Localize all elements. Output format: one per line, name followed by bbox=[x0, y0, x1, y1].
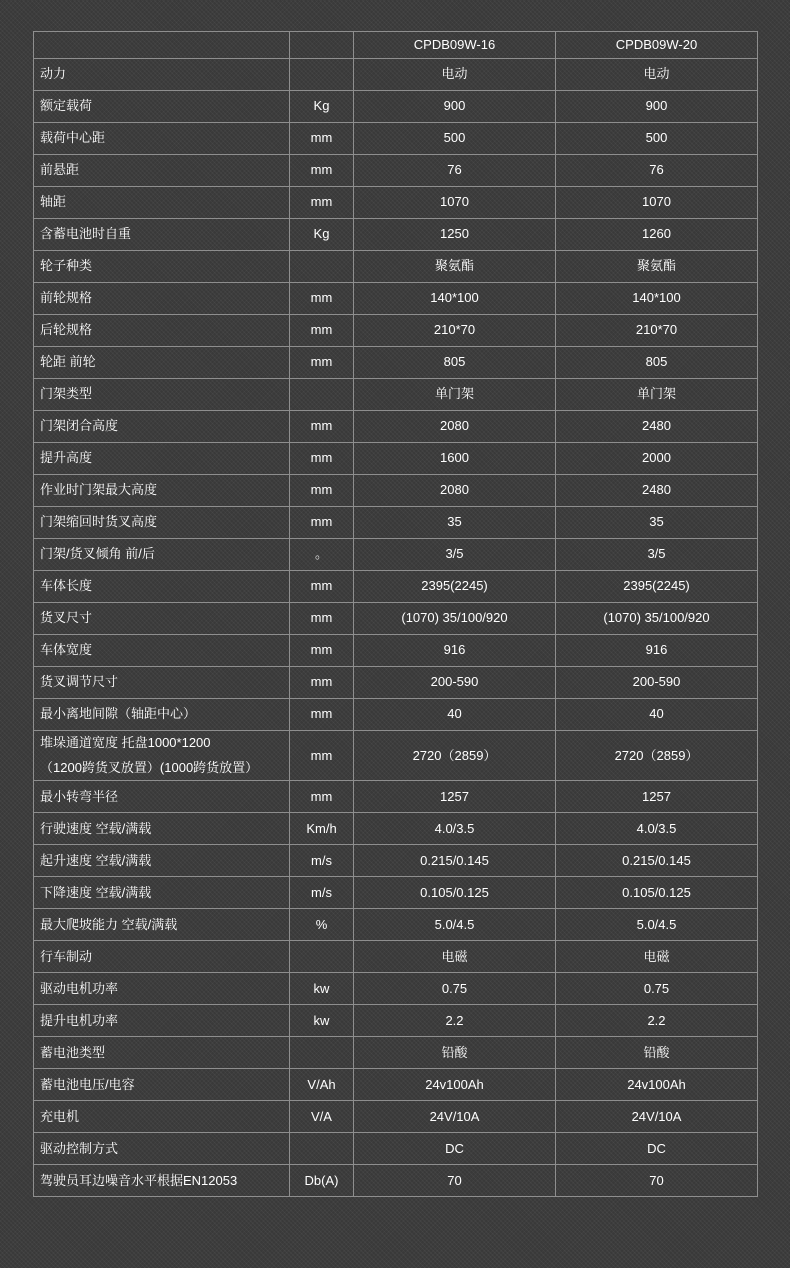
row-value-model-2: 1070 bbox=[556, 187, 758, 219]
row-value-model-2: 500 bbox=[556, 123, 758, 155]
row-unit: mm bbox=[290, 507, 354, 539]
row-unit: mm bbox=[290, 187, 354, 219]
row-label: 行驶速度 空载/满载 bbox=[34, 813, 290, 845]
table-header-row bbox=[34, 32, 758, 59]
row-unit: mm bbox=[290, 347, 354, 379]
row-value-model-1: 4.0/3.5 bbox=[354, 813, 556, 845]
row-value-model-2: 0.215/0.145 bbox=[556, 845, 758, 877]
row-value-model-2: 5.0/4.5 bbox=[556, 909, 758, 941]
row-label: 门架闭合高度 bbox=[34, 411, 290, 443]
row-value-model-2: 2480 bbox=[556, 411, 758, 443]
row-unit: mm bbox=[290, 667, 354, 699]
row-label: 蓄电池电压/电容 bbox=[34, 1069, 290, 1101]
row-unit: Kg bbox=[290, 91, 354, 123]
column-header: CPDB09W-20 bbox=[556, 32, 758, 59]
row-value-model-1: 2.2 bbox=[354, 1005, 556, 1037]
row-unit: mm bbox=[290, 699, 354, 731]
row-label bbox=[34, 731, 290, 781]
row-value-model-1: 电动 bbox=[354, 59, 556, 91]
table-row bbox=[34, 187, 758, 219]
row-label: 驱动控制方式 bbox=[34, 1133, 290, 1165]
row-unit: Kg bbox=[290, 219, 354, 251]
row-label: 车体长度 bbox=[34, 571, 290, 603]
row-label: 提升电机功率 bbox=[34, 1005, 290, 1037]
row-unit: 。 bbox=[290, 539, 354, 571]
table-row bbox=[34, 443, 758, 475]
row-unit bbox=[290, 251, 354, 283]
row-label: 车体宽度 bbox=[34, 635, 290, 667]
row-label: 轴距 bbox=[34, 187, 290, 219]
table-row bbox=[34, 877, 758, 909]
row-unit: m/s bbox=[290, 845, 354, 877]
row-unit: m/s bbox=[290, 877, 354, 909]
row-unit: mm bbox=[290, 731, 354, 781]
row-unit: Km/h bbox=[290, 813, 354, 845]
table-row bbox=[34, 283, 758, 315]
specification-table-body bbox=[34, 32, 758, 1197]
row-unit: mm bbox=[290, 155, 354, 187]
row-value-model-2: (1070) 35/100/920 bbox=[556, 603, 758, 635]
row-value-model-2: 聚氨酯 bbox=[556, 251, 758, 283]
row-unit: mm bbox=[290, 571, 354, 603]
row-value-model-1: 1257 bbox=[354, 781, 556, 813]
row-value-model-2: 电磁 bbox=[556, 941, 758, 973]
row-value-model-1: 聚氨酯 bbox=[354, 251, 556, 283]
row-unit bbox=[290, 379, 354, 411]
row-value-model-2: 单门架 bbox=[556, 379, 758, 411]
row-value-model-2: 2395(2245) bbox=[556, 571, 758, 603]
row-value-model-1: 200-590 bbox=[354, 667, 556, 699]
table-row bbox=[34, 1037, 758, 1069]
row-value-model-1: 210*70 bbox=[354, 315, 556, 347]
table-row bbox=[34, 1101, 758, 1133]
row-label: 门架缩回时货叉高度 bbox=[34, 507, 290, 539]
row-label: 下降速度 空载/满载 bbox=[34, 877, 290, 909]
row-value-model-1: 900 bbox=[354, 91, 556, 123]
row-value-model-1: 3/5 bbox=[354, 539, 556, 571]
row-value-model-2: 210*70 bbox=[556, 315, 758, 347]
row-label: 前悬距 bbox=[34, 155, 290, 187]
row-value-model-2: 70 bbox=[556, 1165, 758, 1197]
table-row bbox=[34, 635, 758, 667]
row-label: 驱动电机功率 bbox=[34, 973, 290, 1005]
row-label: 起升速度 空载/满载 bbox=[34, 845, 290, 877]
table-row bbox=[34, 973, 758, 1005]
row-value-model-2: 76 bbox=[556, 155, 758, 187]
row-unit bbox=[290, 1133, 354, 1165]
row-value-model-1: 2720（2859） bbox=[354, 731, 556, 781]
row-value-model-2: 0.105/0.125 bbox=[556, 877, 758, 909]
row-value-model-1: 1250 bbox=[354, 219, 556, 251]
table-row bbox=[34, 941, 758, 973]
row-value-model-1: 24V/10A bbox=[354, 1101, 556, 1133]
row-unit bbox=[290, 59, 354, 91]
table-row bbox=[34, 571, 758, 603]
column-header bbox=[290, 32, 354, 59]
table-row bbox=[34, 1133, 758, 1165]
row-value-model-1: 76 bbox=[354, 155, 556, 187]
table-row bbox=[34, 123, 758, 155]
row-unit: kw bbox=[290, 973, 354, 1005]
row-unit: % bbox=[290, 909, 354, 941]
row-label: 载荷中心距 bbox=[34, 123, 290, 155]
table-row bbox=[34, 909, 758, 941]
row-value-model-1: 2080 bbox=[354, 475, 556, 507]
row-unit: mm bbox=[290, 283, 354, 315]
row-value-model-1: 0.75 bbox=[354, 973, 556, 1005]
row-value-model-2: 2000 bbox=[556, 443, 758, 475]
row-label: 含蓄电池时自重 bbox=[34, 219, 290, 251]
table-row bbox=[34, 1069, 758, 1101]
specification-table-container bbox=[33, 31, 757, 1197]
row-unit: mm bbox=[290, 411, 354, 443]
table-row bbox=[34, 731, 758, 781]
row-value-model-2: 805 bbox=[556, 347, 758, 379]
row-unit: mm bbox=[290, 443, 354, 475]
table-row bbox=[34, 59, 758, 91]
table-row bbox=[34, 539, 758, 571]
row-label: 额定载荷 bbox=[34, 91, 290, 123]
table-row bbox=[34, 781, 758, 813]
row-label: 货叉调节尺寸 bbox=[34, 667, 290, 699]
table-row bbox=[34, 475, 758, 507]
row-label-line2: （1200跨货叉放置）(1000跨货放置） bbox=[40, 759, 259, 775]
row-value-model-2: 900 bbox=[556, 91, 758, 123]
row-value-model-1: 0.215/0.145 bbox=[354, 845, 556, 877]
table-row bbox=[34, 91, 758, 123]
row-unit bbox=[290, 941, 354, 973]
row-value-model-1: 1600 bbox=[354, 443, 556, 475]
row-label: 蓄电池类型 bbox=[34, 1037, 290, 1069]
row-value-model-1: 2080 bbox=[354, 411, 556, 443]
row-label: 驾驶员耳边噪音水平根据EN12053 bbox=[34, 1165, 290, 1197]
row-value-model-2: 电动 bbox=[556, 59, 758, 91]
row-value-model-1: 70 bbox=[354, 1165, 556, 1197]
row-value-model-2: 2720（2859） bbox=[556, 731, 758, 781]
table-row bbox=[34, 251, 758, 283]
table-row bbox=[34, 411, 758, 443]
row-value-model-2: 1257 bbox=[556, 781, 758, 813]
row-label: 动力 bbox=[34, 59, 290, 91]
row-value-model-1: 24v100Ah bbox=[354, 1069, 556, 1101]
row-value-model-1: 916 bbox=[354, 635, 556, 667]
row-unit: mm bbox=[290, 475, 354, 507]
row-value-model-2: 2480 bbox=[556, 475, 758, 507]
row-label: 提升高度 bbox=[34, 443, 290, 475]
row-unit: mm bbox=[290, 781, 354, 813]
row-value-model-1: 0.105/0.125 bbox=[354, 877, 556, 909]
table-row bbox=[34, 699, 758, 731]
row-unit: mm bbox=[290, 123, 354, 155]
row-label: 最小离地间隙（轴距中心） bbox=[34, 699, 290, 731]
table-row bbox=[34, 379, 758, 411]
row-unit: Db(A) bbox=[290, 1165, 354, 1197]
table-row bbox=[34, 813, 758, 845]
table-row bbox=[34, 1165, 758, 1197]
table-row bbox=[34, 603, 758, 635]
row-unit: mm bbox=[290, 635, 354, 667]
table-row bbox=[34, 219, 758, 251]
row-value-model-1: 单门架 bbox=[354, 379, 556, 411]
row-value-model-2: 24V/10A bbox=[556, 1101, 758, 1133]
row-value-model-2: 140*100 bbox=[556, 283, 758, 315]
row-value-model-2: 24v100Ah bbox=[556, 1069, 758, 1101]
row-label: 货叉尺寸 bbox=[34, 603, 290, 635]
row-label: 轮子种类 bbox=[34, 251, 290, 283]
row-label: 行车制动 bbox=[34, 941, 290, 973]
row-value-model-1: 1070 bbox=[354, 187, 556, 219]
row-value-model-1: (1070) 35/100/920 bbox=[354, 603, 556, 635]
row-value-model-2: 1260 bbox=[556, 219, 758, 251]
row-label: 后轮规格 bbox=[34, 315, 290, 347]
row-value-model-2: 40 bbox=[556, 699, 758, 731]
row-label: 作业时门架最大高度 bbox=[34, 475, 290, 507]
row-value-model-1: DC bbox=[354, 1133, 556, 1165]
row-value-model-1: 2395(2245) bbox=[354, 571, 556, 603]
row-label: 最小转弯半径 bbox=[34, 781, 290, 813]
row-value-model-2: 35 bbox=[556, 507, 758, 539]
row-value-model-2: 铅酸 bbox=[556, 1037, 758, 1069]
row-value-model-1: 35 bbox=[354, 507, 556, 539]
row-unit: V/A bbox=[290, 1101, 354, 1133]
row-unit: kw bbox=[290, 1005, 354, 1037]
table-row bbox=[34, 347, 758, 379]
row-label: 充电机 bbox=[34, 1101, 290, 1133]
row-value-model-2: 916 bbox=[556, 635, 758, 667]
row-label: 最大爬坡能力 空载/满载 bbox=[34, 909, 290, 941]
table-row bbox=[34, 667, 758, 699]
row-label: 轮距 前轮 bbox=[34, 347, 290, 379]
row-unit: mm bbox=[290, 603, 354, 635]
row-label-line1: 堆垛通道宽度 托盘1000*1200 bbox=[40, 735, 211, 750]
table-row bbox=[34, 1005, 758, 1037]
row-value-model-2: 4.0/3.5 bbox=[556, 813, 758, 845]
column-header bbox=[34, 32, 290, 59]
row-label: 前轮规格 bbox=[34, 283, 290, 315]
table-row bbox=[34, 507, 758, 539]
row-value-model-2: 2.2 bbox=[556, 1005, 758, 1037]
table-row bbox=[34, 315, 758, 347]
row-value-model-1: 铅酸 bbox=[354, 1037, 556, 1069]
specification-table bbox=[33, 31, 758, 1197]
row-value-model-2: DC bbox=[556, 1133, 758, 1165]
table-row bbox=[34, 845, 758, 877]
row-label: 门架类型 bbox=[34, 379, 290, 411]
row-unit bbox=[290, 1037, 354, 1069]
row-value-model-2: 3/5 bbox=[556, 539, 758, 571]
row-value-model-1: 40 bbox=[354, 699, 556, 731]
row-value-model-1: 电磁 bbox=[354, 941, 556, 973]
column-header: CPDB09W-16 bbox=[354, 32, 556, 59]
row-value-model-1: 140*100 bbox=[354, 283, 556, 315]
row-value-model-1: 5.0/4.5 bbox=[354, 909, 556, 941]
row-unit: mm bbox=[290, 315, 354, 347]
row-value-model-1: 500 bbox=[354, 123, 556, 155]
row-label: 门架/货叉倾角 前/后 bbox=[34, 539, 290, 571]
row-unit: V/Ah bbox=[290, 1069, 354, 1101]
row-value-model-2: 0.75 bbox=[556, 973, 758, 1005]
table-row bbox=[34, 155, 758, 187]
row-value-model-2: 200-590 bbox=[556, 667, 758, 699]
row-value-model-1: 805 bbox=[354, 347, 556, 379]
